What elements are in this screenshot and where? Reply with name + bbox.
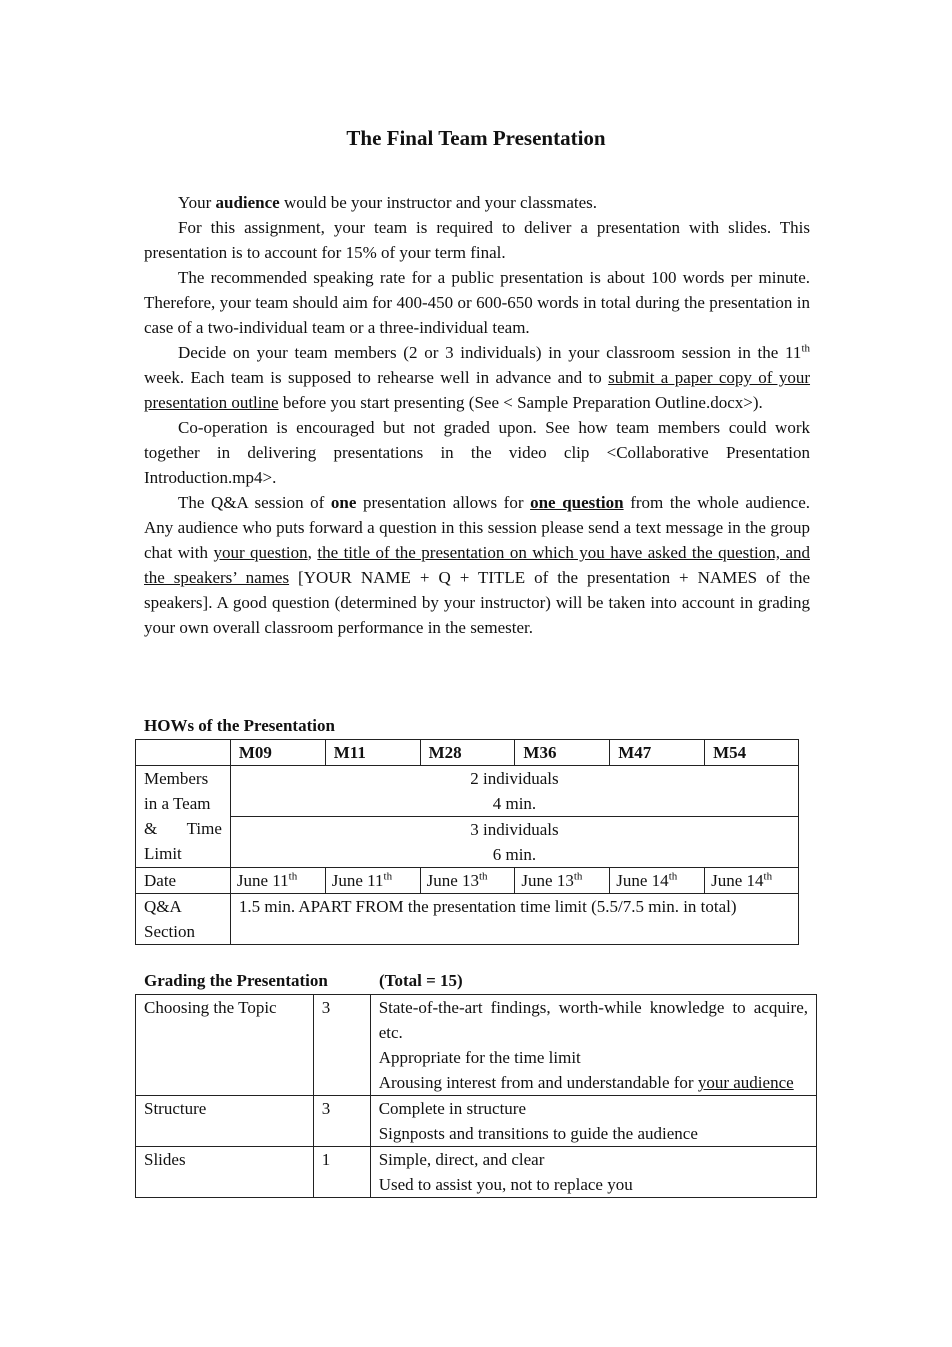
bold-audience: audience [215, 193, 280, 212]
date-text: June 13 [521, 871, 574, 890]
text-span: week. Each team is supposed to rehearse well in advance and to [144, 368, 609, 387]
option-time: 6 min. [492, 845, 537, 864]
description-line: Simple, direct, and clear [378, 1150, 545, 1169]
text-span: , [307, 543, 318, 562]
paragraph-qa [144, 490, 810, 640]
paragraph-cooperation: Co-operation is encouraged but not graded upon. See how team members could work together in delivering presentations in the video clip <Collaborative Presentation Introduction.mp4>. [144, 418, 810, 487]
table-row [136, 868, 799, 894]
table-row [136, 995, 817, 1096]
grading-table [135, 994, 817, 1198]
table-row [136, 817, 799, 868]
text-span: Decide on your team members (2 or 3 individuals) in your classroom session in the 11 [178, 343, 802, 362]
date-text: June 14 [711, 871, 764, 890]
date-text: June 11 [331, 871, 384, 890]
qa-label [136, 894, 231, 945]
superscript: th [763, 870, 773, 883]
bold-one-question: one question [530, 493, 624, 512]
description-line [379, 1070, 808, 1095]
column-header: M28 [420, 740, 515, 766]
table-row [136, 894, 799, 945]
members-time-label [136, 766, 231, 868]
date-text: June 14 [616, 871, 669, 890]
text-span: [YOUR NAME + Q + TITLE of the presentation + NAMES of the speakers]. A good question (determined by your instructor) will be taken into account in grading your own overall classroom performance in the semester. [144, 568, 810, 637]
text-span: from the whole audience. Any audience who puts forward a question in this session please send a text message in the group chat with [144, 493, 810, 562]
underlined-your-audience: your audience [697, 1073, 794, 1092]
qa-description: 1.5 min. APART FROM the presentation time limit (5.5/7.5 min. in total) [230, 894, 798, 945]
date-cell [610, 868, 705, 894]
hows-table [135, 739, 799, 945]
text-span: Arousing interest from and understandable for [378, 1073, 698, 1092]
description-line: Complete in structure [378, 1099, 527, 1118]
points-cell: 3 [313, 1096, 370, 1147]
description-cell [370, 1147, 816, 1198]
description-line: Signposts and transitions to guide the audience [378, 1124, 698, 1143]
label-line: Section [144, 922, 195, 941]
column-header: M54 [705, 740, 799, 766]
label-line: Members [144, 769, 209, 788]
option-size: 3 individuals [470, 820, 559, 839]
superscript: th [668, 870, 678, 883]
paragraph-audience [144, 190, 810, 215]
points-cell: 3 [313, 995, 370, 1096]
date-text: June 11 [236, 871, 289, 890]
label-line: Q&A [144, 897, 182, 916]
text-span: would be your instructor and your classmates. [279, 193, 597, 212]
superscript: th [573, 870, 583, 883]
table-row [136, 1147, 817, 1198]
column-header: M36 [515, 740, 610, 766]
points-cell: 1 [313, 1147, 370, 1198]
column-header: M47 [610, 740, 705, 766]
description-line: State-of-the-art findings, worth-while knowledge to acquire, etc. [378, 998, 808, 1042]
paragraph-team-members [144, 340, 810, 415]
date-text: June 13 [426, 871, 479, 890]
description-line: Used to assist you, not to replace you [378, 1175, 633, 1194]
description-cell [370, 995, 816, 1096]
text-span: The Q&A session of [178, 493, 331, 512]
superscript: th [801, 342, 810, 355]
superscript: th [383, 870, 393, 883]
three-individual-option [230, 817, 798, 868]
description-line: Appropriate for the time limit [378, 1048, 581, 1067]
date-cell [230, 868, 325, 894]
grading-heading: Grading the Presentation [144, 971, 328, 990]
column-header: M09 [230, 740, 325, 766]
date-label: Date [136, 868, 231, 894]
text-span: presentation allows for [356, 493, 531, 512]
bold-one: one [330, 493, 357, 512]
column-header: M11 [325, 740, 420, 766]
document-title: The Final Team Presentation [346, 126, 606, 150]
underlined-outline-note: submit a paper copy of your presentation outline [144, 368, 811, 412]
criterion-cell: Structure [136, 1096, 314, 1147]
date-cell [325, 868, 420, 894]
label-line: in a Team [144, 794, 211, 813]
date-cell [705, 868, 799, 894]
criterion-cell: Choosing the Topic [136, 995, 314, 1096]
table-row [136, 1096, 817, 1147]
table-row [136, 740, 799, 766]
option-size: 2 individuals [470, 769, 559, 788]
label-line: & Time [144, 819, 222, 838]
underlined-your-question: your question [213, 543, 308, 562]
two-individual-option [230, 766, 798, 817]
superscript: th [479, 870, 488, 883]
paragraph-speaking-rate: The recommended speaking rate for a public presentation is about 100 words per minute. Therefore, your team should aim for 400-450 or 600-650 words in total during the presentation in case of a two-individual team or a three-individual team. [144, 268, 810, 337]
date-cell [515, 868, 610, 894]
underlined-title-names: the title of the presentation on which you have asked the question, and the speakers’ names [144, 543, 810, 587]
paragraph-assignment: For this assignment, your team is required to deliver a presentation with slides. This presentation is to account for 15% of your term final. [144, 218, 810, 262]
grading-total: (Total = 15) [379, 971, 463, 990]
description-cell [370, 1096, 816, 1147]
text-span: Your [178, 193, 216, 212]
instructions-body [144, 190, 810, 640]
table-row [136, 766, 799, 817]
superscript: th [288, 870, 298, 883]
label-line: Limit [144, 844, 182, 863]
empty-header-cell [136, 740, 231, 766]
date-cell [420, 868, 515, 894]
option-time: 4 min. [492, 794, 537, 813]
hows-heading: HOWs of the Presentation [144, 716, 335, 735]
criterion-cell: Slides [136, 1147, 314, 1198]
text-span: before you start presenting (See < Sample Preparation Outline.docx>). [278, 393, 763, 412]
